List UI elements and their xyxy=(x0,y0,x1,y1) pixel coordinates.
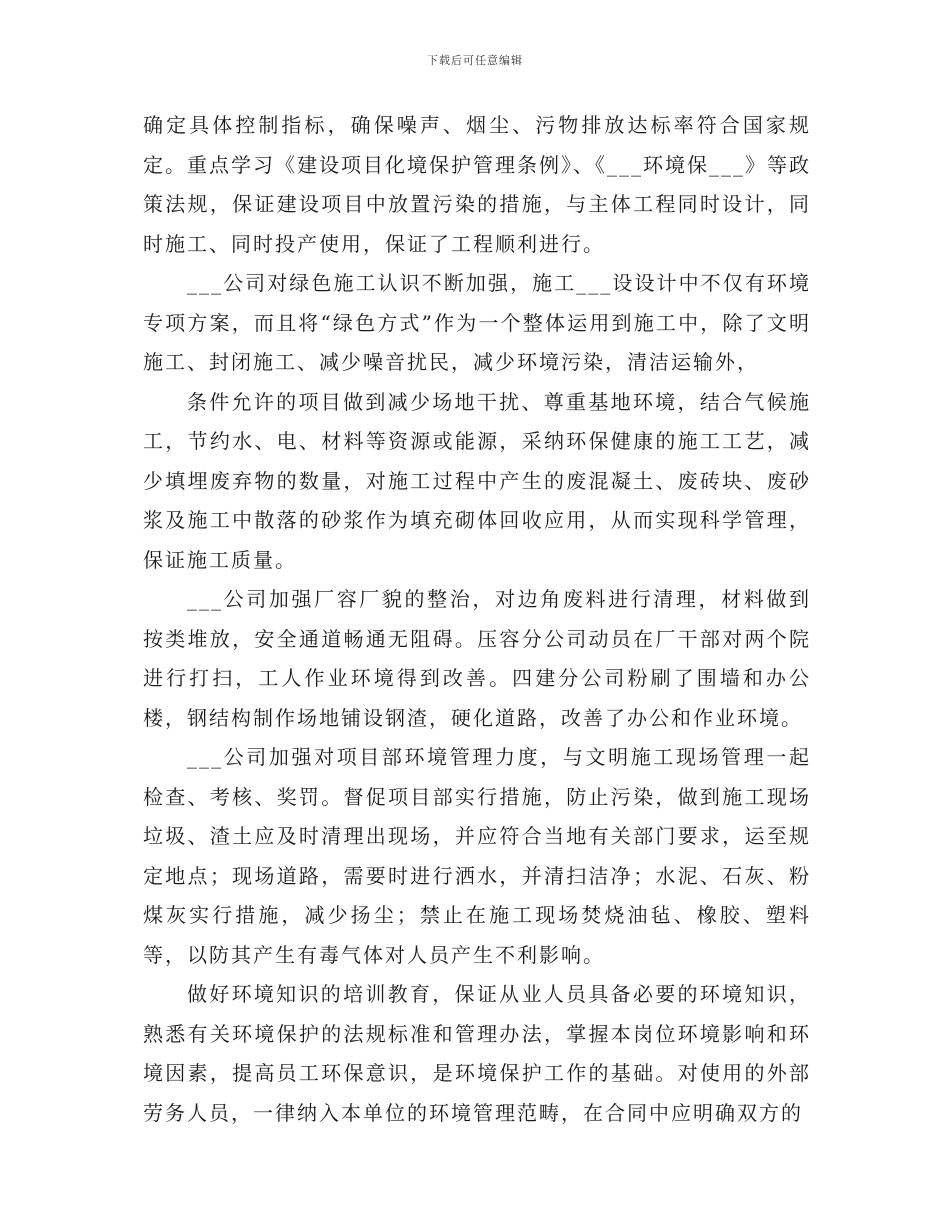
paragraph-6: 做好环境知识的培训教育，保证从业人员具备必要的环境知识，熟悉有关环境保护的法规标准和管理办法，掌握本岗位环境影响和环境因素，提高员工环保意识，是环境保护工作的基础。对使用的外部劳务人员，一律纳入本单位的环境管理范畴，在合同中应明确双方的 xyxy=(143,982,811,1125)
page-header: 下载后可任意编辑 xyxy=(427,54,523,67)
paragraph-2: ___公司对绿色施工认识不断加强，施工___设设计中不仅有环境专项方案，而且将“绿色方式”作为一个整体运用到施工中，除了文明施工、封闭施工、减少噪音扰民，减少环境污染，清洁运输外， xyxy=(143,271,811,374)
paragraph-5: ___公司加强对项目部环境管理力度，与文明施工现场管理一起检查、考核、奖罚。督促项目部实行措施，防止污染，做到施工现场垃圾、渣土应及时清理出现场，并应符合当地有关部门要求，运至规定地点；现场道路，需要时进行洒水，并清扫洁净；水泥、石灰、粉煤灰实行措施，减少扬尘；禁止在施工现场焚烧油毡、橡胶、塑料等，以防其产生有毒气体对人员产生不利影响。 xyxy=(143,745,811,967)
paragraph-4: ___公司加强厂容厂貌的整治，对边角废料进行清理，材料做到按类堆放，安全通道畅通无阻碍。压容分公司动员在厂干部对两个院进行打扫，工人作业环境得到改善。四建分公司粉刷了围墙和办公楼，钢结构制作场地铺设钢渣，硬化道路，改善了办公和作业环境。 xyxy=(143,587,811,730)
paragraph-3: 条件允许的项目做到减少场地干扰、尊重基地环境，结合气候施工，节约水、电、材料等资源或能源，采纳环保健康的施工工艺，减少填埋废弃物的数量，对施工过程中产生的废混凝土、废砖块、废砂浆及施工中散落的砂浆作为填充砌体回收应用，从而实现科学管理，保证施工质量。 xyxy=(143,389,811,572)
document-body xyxy=(143,106,811,1133)
paragraph-1: 确定具体控制指标，确保噪声、烟尘、污物排放达标率符合国家规定。重点学习《建设项目化境保护管理条例》、《___环境保___》等政策法规，保证建设项目中放置污染的措施，与主体工程同时设计，同时施工、同时投产使用，保证了工程顺利进行。 xyxy=(143,113,811,256)
